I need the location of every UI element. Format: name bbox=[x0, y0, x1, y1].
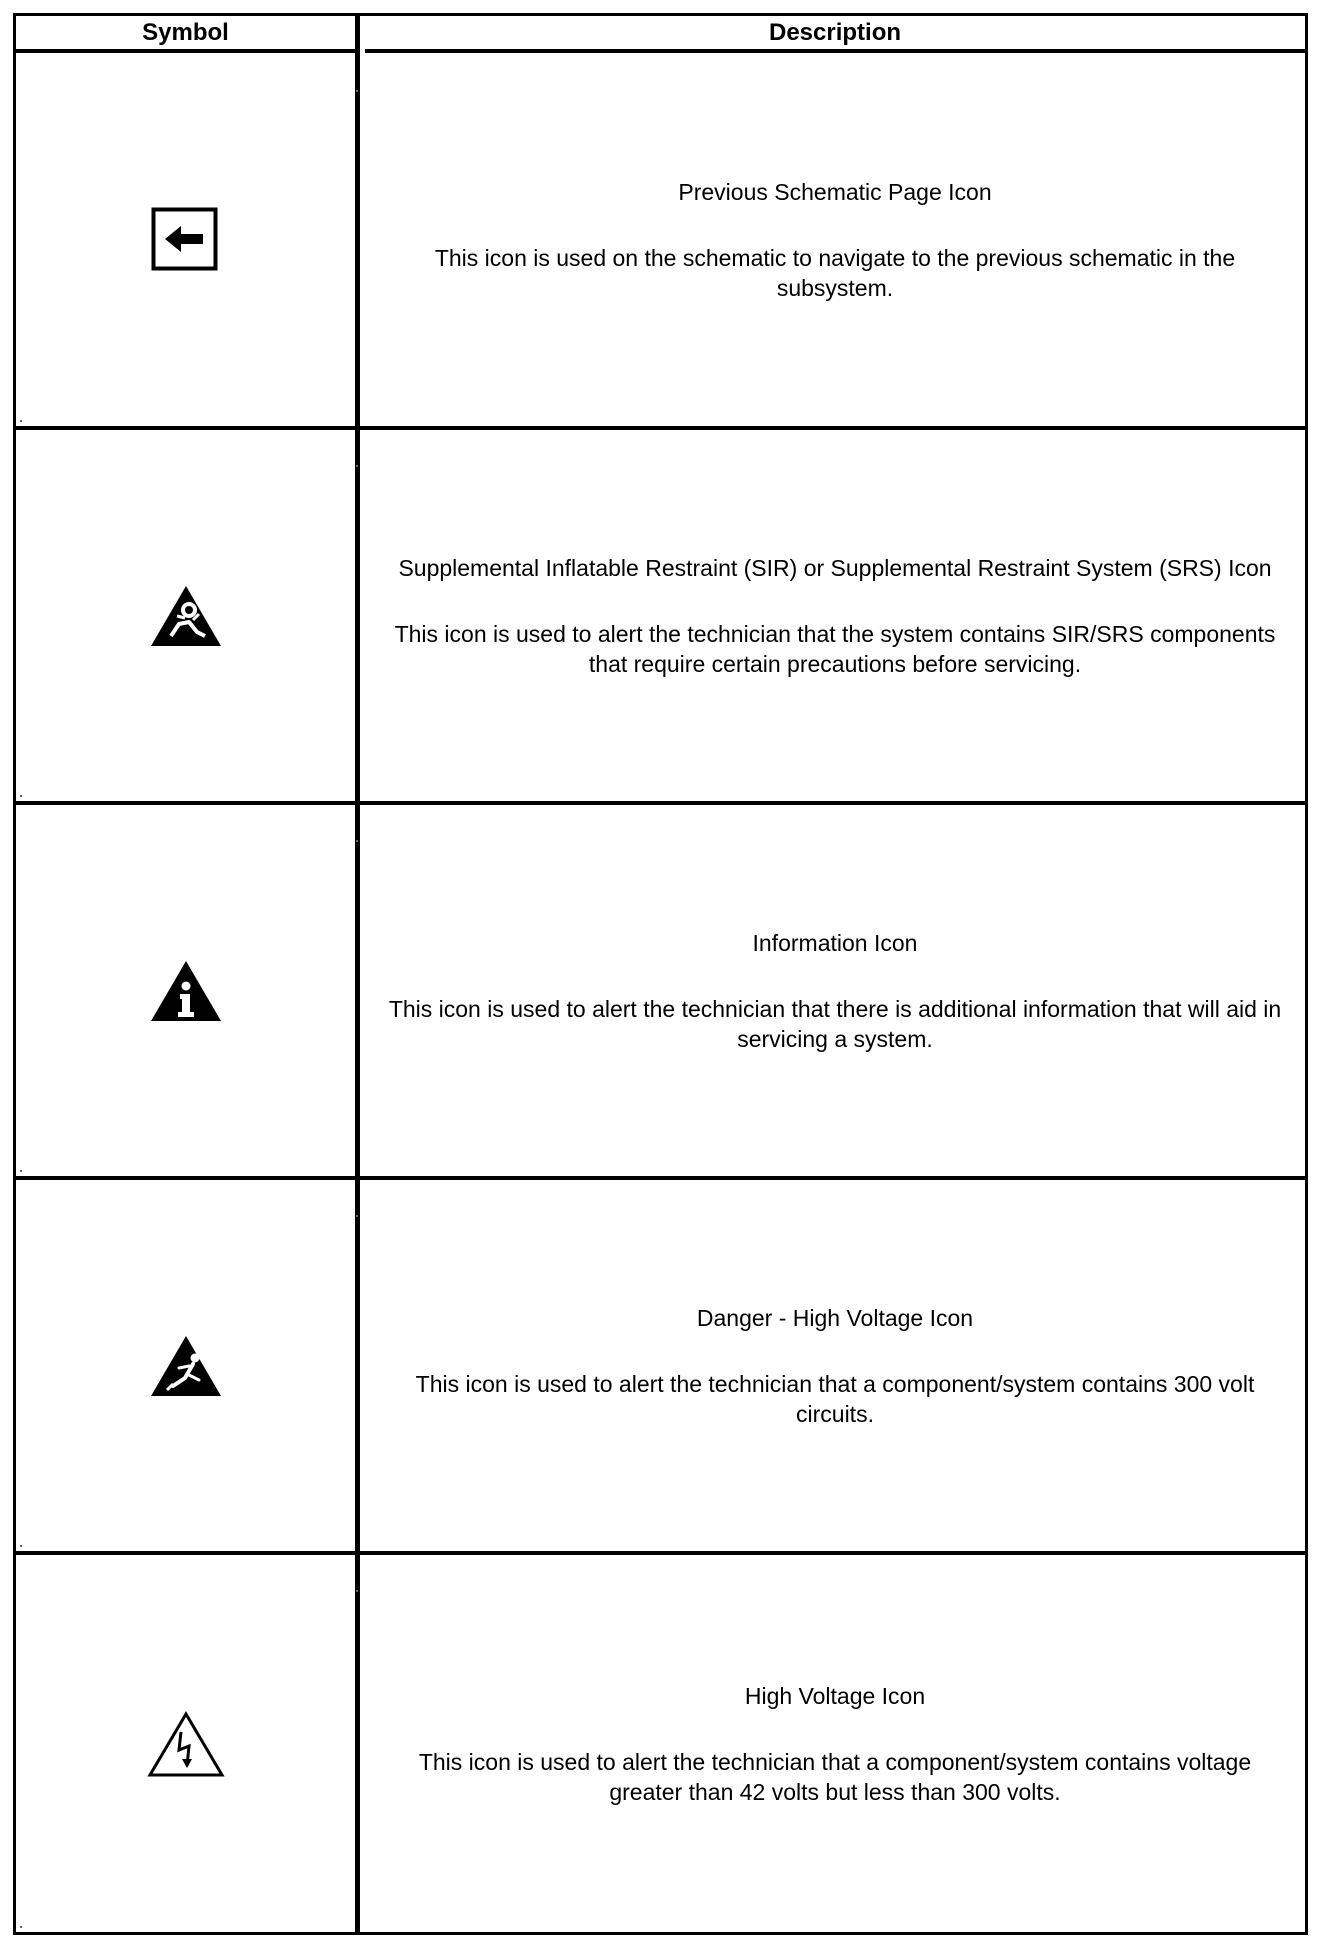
header-description: Description bbox=[365, 16, 1305, 53]
speck bbox=[356, 465, 358, 467]
speck bbox=[356, 90, 358, 92]
speck bbox=[356, 840, 358, 842]
table-row bbox=[16, 1180, 1305, 1551]
table-row bbox=[16, 53, 1305, 426]
row-title: Supplemental Inflatable Restraint (SIR) or Supplemental Restraint System (SRS) Icon bbox=[398, 554, 1272, 581]
row-title: High Voltage Icon bbox=[744, 1682, 926, 1709]
row-description: This icon is used to alert the technician that the system contains SIR/SRS components that require certain precautions before servicing. bbox=[394, 620, 1276, 677]
row-title: Information Icon bbox=[752, 929, 918, 956]
row-description: This icon is used on the schematic to navigate to the previous schematic in the subsystem. bbox=[434, 244, 1236, 301]
information-icon bbox=[149, 959, 223, 1023]
table-row bbox=[16, 430, 1305, 801]
sir-srs-icon bbox=[149, 584, 223, 648]
speck bbox=[20, 795, 22, 797]
danger-high-voltage-icon bbox=[149, 1334, 223, 1398]
row-description: This icon is used to alert the technician that there is additional information that will aid in servicing a system. bbox=[388, 995, 1282, 1052]
speck bbox=[20, 1170, 22, 1172]
symbol-table bbox=[13, 13, 1308, 1935]
speck bbox=[356, 1590, 358, 1592]
speck bbox=[20, 1545, 22, 1547]
speck bbox=[20, 420, 22, 422]
header-symbol: Symbol bbox=[16, 16, 360, 53]
row-description: This icon is used to alert the technician that a component/system contains voltage greater than 42 volts but less than 300 volts. bbox=[418, 1748, 1252, 1805]
table-row bbox=[16, 1555, 1305, 1932]
previous-page-icon bbox=[151, 207, 221, 273]
high-voltage-icon bbox=[147, 1710, 225, 1778]
table-row bbox=[16, 805, 1305, 1176]
row-title: Danger - High Voltage Icon bbox=[696, 1304, 974, 1331]
speck bbox=[356, 1215, 358, 1217]
row-description: This icon is used to alert the technician that a component/system contains 300 volt circuits. bbox=[415, 1370, 1255, 1427]
speck bbox=[20, 1926, 22, 1928]
row-title: Previous Schematic Page Icon bbox=[678, 178, 992, 205]
